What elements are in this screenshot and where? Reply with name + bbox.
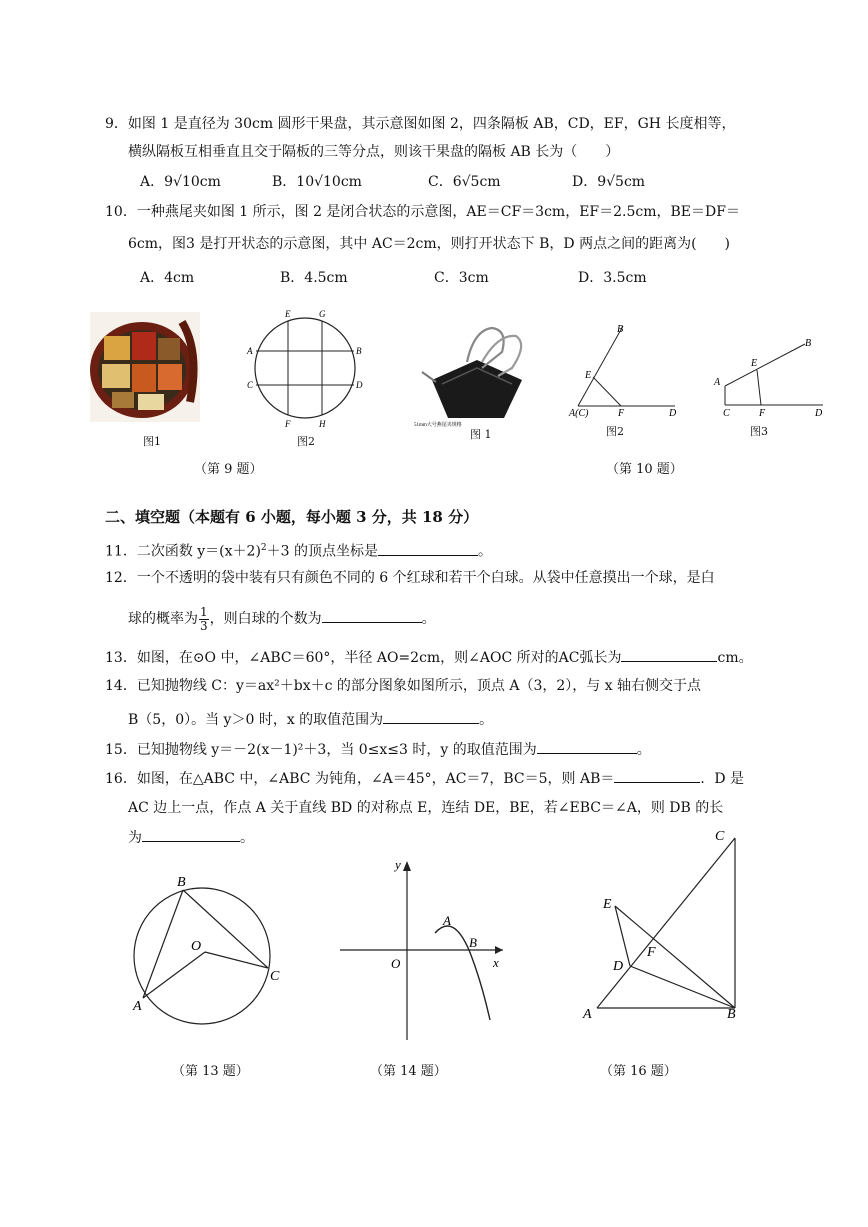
q15-answer-blank[interactable]	[537, 739, 637, 754]
q16-line1: 16．如图，在△ABC 中，∠ABC 为钝角，∠A＝45°，AC＝7，BC＝5，则 AB＝ ．D 是	[105, 768, 744, 789]
svg-text:A: A	[714, 377, 721, 388]
q10-line2: 6cm，图3 是打开状态的示意图，其中 AC＝2cm，则打开状态下 B，D 两点之间的距离为( )	[128, 236, 731, 252]
svg-text:H: H	[319, 419, 326, 429]
q16-caption: （第 16 题）	[600, 1064, 677, 1079]
q10-closed-diagram	[565, 318, 685, 418]
q10-fig3-label: 图3	[750, 425, 768, 438]
svg-text:E: E	[751, 358, 758, 369]
svg-text:E: E	[285, 309, 291, 319]
q13-circle-figure	[125, 870, 285, 1030]
fruit-tray-photo	[90, 312, 200, 422]
svg-text:y: y	[395, 857, 401, 872]
svg-text:B: B	[727, 1007, 736, 1022]
q9-caption: （第 9 题）	[194, 462, 263, 477]
svg-text:B: B	[356, 346, 362, 356]
q10-open-diagram	[705, 330, 830, 420]
clip-size-text: 51mm大号燕尾夹规格	[414, 423, 462, 428]
svg-text:F: F	[618, 408, 625, 418]
svg-text:D: D	[356, 380, 363, 390]
svg-text:A: A	[583, 1007, 592, 1022]
q11-answer-blank[interactable]	[378, 541, 478, 556]
q16-line2: AC 边上一点，作点 A 关于直线 BD 的对称点 E，连结 DE，BE，若∠EBC＝∠A，则 DB 的长	[128, 800, 724, 816]
q15-line: 15．已知抛物线 y＝－2(x－1)²＋3，当 0≤x≤3 时，y 的取值范围为 。	[105, 739, 651, 760]
q10-option-b: B．4.5cm	[280, 270, 348, 286]
q14-parabola-graph	[335, 855, 515, 1045]
q10-option-a: A．4cm	[140, 270, 195, 286]
q10-option-d: D．3.5cm	[578, 270, 647, 286]
q13-caption: （第 13 题）	[172, 1064, 249, 1079]
q14-caption: （第 14 题）	[370, 1064, 447, 1079]
q16-ab-blank[interactable]	[614, 768, 700, 783]
svg-text:F: F	[285, 419, 291, 429]
svg-text:C: C	[715, 829, 725, 844]
svg-text:D: D	[815, 408, 823, 419]
q14-line2: B（5，0）。当 y＞0 时，x 的取值范围为 。	[128, 709, 493, 730]
svg-text:A: A	[443, 913, 451, 928]
q12-fraction: $\frac{1}{3}$	[200, 604, 208, 633]
svg-text:A: A	[247, 346, 253, 356]
svg-text:C: C	[723, 408, 730, 419]
q10-line1: 10．一种燕尾夹如图 1 所示，图 2 是闭合状态的示意图，AE＝CF＝3cm，EF＝2.5cm，BE＝DF＝	[105, 204, 740, 220]
q9-line2: 横纵隔板互相垂直且交于隔板的三等分点，则该干果盘的隔板 AB 长为（ ）	[128, 144, 620, 160]
q9-option-a: A．9√10cm	[140, 174, 221, 190]
q9-fig1-label: 图1	[143, 435, 161, 448]
binder-clip-photo	[412, 322, 547, 432]
svg-text:D: D	[613, 959, 624, 974]
q14-answer-blank[interactable]	[383, 709, 479, 724]
q13-line: 13．如图，在⊙O 中，∠ABC＝60°，半径 AO=2cm，则∠AOC 所对的AC弧长为 cm。	[105, 647, 753, 668]
q9-option-d: D．9√5cm	[572, 174, 646, 190]
svg-text:B: B	[177, 875, 186, 890]
svg-text:x: x	[493, 955, 499, 970]
svg-text:E: E	[603, 897, 612, 912]
svg-text:B: B	[805, 338, 812, 349]
q16-db-blank[interactable]	[142, 827, 240, 842]
svg-text:O: O	[191, 939, 202, 954]
svg-text:C: C	[247, 380, 254, 390]
q10-fig1-label: 图 1	[470, 428, 492, 441]
q12-answer-blank[interactable]	[322, 608, 422, 623]
svg-text:O: O	[391, 956, 401, 971]
svg-text:F: F	[647, 945, 656, 960]
svg-text:F: F	[759, 408, 766, 419]
svg-text:G: G	[319, 309, 326, 319]
q9-circle-diagram	[240, 305, 370, 435]
q12-line1: 12．一个不透明的袋中装有只有颜色不同的 6 个红球和若干个白球。从袋中任意摸出一个球，是白	[105, 570, 715, 586]
q9-option-c: C．6√5cm	[428, 174, 501, 190]
svg-text:B: B	[617, 324, 624, 335]
q9-option-b: B．10√10cm	[272, 174, 362, 190]
q9-fig2-label: 图2	[297, 435, 315, 448]
svg-text:B: B	[469, 935, 477, 950]
q16-triangle-figure	[575, 820, 750, 1025]
svg-text:A: A	[133, 999, 142, 1014]
section-2-title: 二、填空题（本题有 6 小题，每小题 3 分，共 18 分）	[105, 508, 479, 526]
q9-line1: 9．如图 1 是直径为 30cm 圆形干果盘，其示意图如图 2，四条隔板 AB，CD，EF，GH 长度相等，	[105, 116, 736, 132]
q10-caption: （第 10 题）	[606, 462, 683, 477]
svg-text:C: C	[270, 969, 280, 984]
q10-option-c: C．3cm	[434, 270, 489, 286]
svg-text:A(C): A(C)	[569, 408, 589, 418]
q11-line: 11．二次函数 $y=(x+2)^2+3$ 的顶点坐标是 。	[105, 538, 492, 562]
svg-text:D: D	[669, 408, 677, 418]
q13-answer-blank[interactable]	[621, 647, 717, 662]
q10-fig2-label: 图2	[606, 425, 624, 438]
q14-line1: 14．已知抛物线 C：y＝ax²＋bx＋c 的部分图象如图所示，顶点 A（3，2），与 x 轴右侧交于点	[105, 678, 702, 694]
q16-line3: 为 。	[128, 827, 254, 848]
svg-text:E: E	[585, 370, 592, 381]
q12-line2: 球的概率为 $\frac{1}{3}$ ，则白球的个数为 。	[128, 604, 436, 633]
